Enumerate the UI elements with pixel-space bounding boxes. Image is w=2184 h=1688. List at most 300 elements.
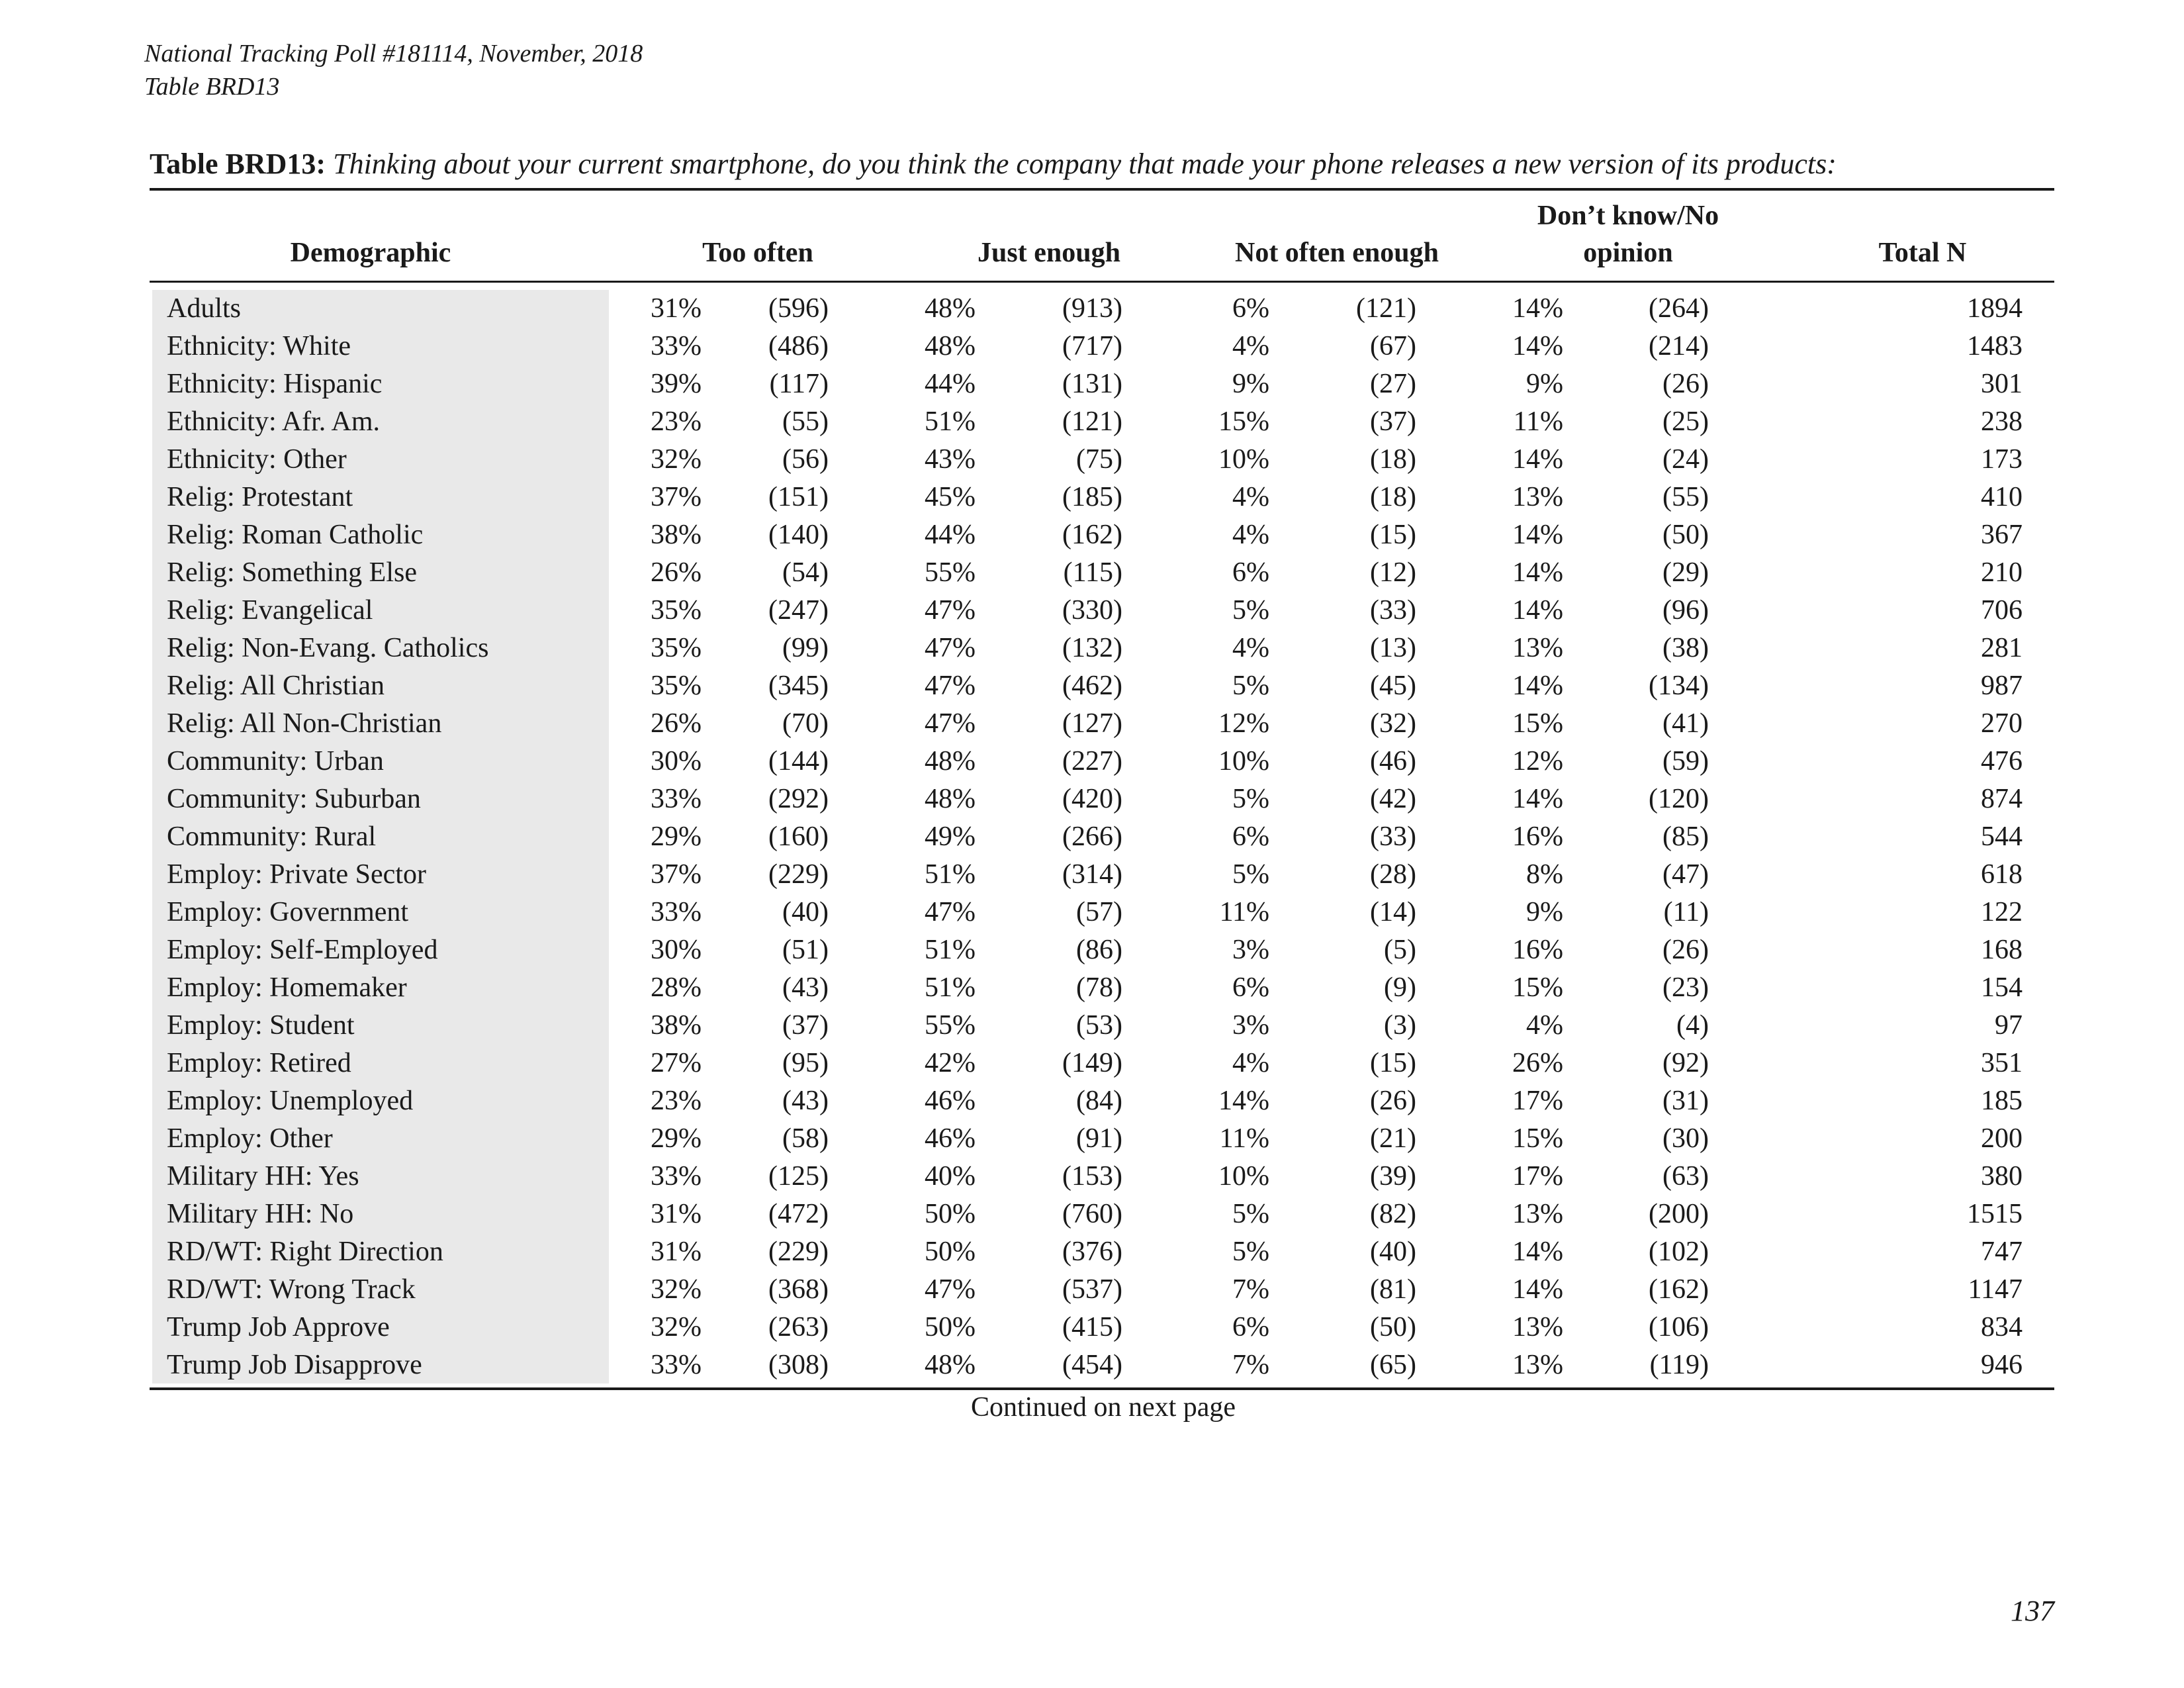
dont-know-percent: 14% [1512,331,1563,361]
dont-know-count: (11) [1663,897,1709,927]
just-enough-count: (376) [1062,1237,1122,1267]
total-n-cell: 1483 [1967,331,2023,361]
header-too-often: Too often [702,238,813,268]
demographic-cell: Relig: Something Else [167,557,417,588]
total-n-cell: 122 [1981,897,2023,927]
dont-know-count: (134) [1649,671,1709,701]
dont-know-percent: 14% [1512,784,1563,814]
total-n-cell: 946 [1981,1350,2023,1380]
demographic-cell: RD/WT: Wrong Track [167,1274,416,1305]
dont-know-percent: 17% [1512,1161,1563,1192]
not-often-enough-count: (81) [1370,1274,1416,1305]
demographic-cell: Adults [167,293,242,324]
not-often-enough-count: (67) [1370,331,1416,361]
dont-know-percent: 4% [1526,1010,1563,1041]
not-often-enough-count: (13) [1370,633,1416,663]
not-often-enough-count: (39) [1370,1161,1416,1192]
just-enough-percent: 42% [925,1048,976,1078]
dont-know-count: (102) [1649,1237,1709,1267]
not-often-enough-count: (65) [1370,1350,1416,1380]
table-row [0,1271,2184,1309]
total-n-cell: 1894 [1967,293,2023,324]
dont-know-percent: 9% [1526,369,1563,399]
demographic-cell: Employ: Homemaker [167,972,407,1003]
dont-know-percent: 13% [1512,1312,1563,1342]
just-enough-count: (149) [1062,1048,1122,1078]
not-often-enough-percent: 15% [1218,406,1269,437]
not-often-enough-count: (46) [1370,746,1416,776]
just-enough-count: (86) [1076,935,1122,965]
dont-know-percent: 11% [1513,406,1563,437]
not-often-enough-percent: 10% [1218,444,1269,475]
table-row [0,630,2184,667]
too-often-percent: 32% [651,444,702,475]
just-enough-percent: 51% [925,935,976,965]
too-often-percent: 26% [651,557,702,588]
too-often-count: (99) [782,633,829,663]
dont-know-count: (50) [1662,520,1709,550]
just-enough-count: (115) [1063,557,1122,588]
just-enough-percent: 47% [925,595,976,626]
not-often-enough-count: (45) [1370,671,1416,701]
table-row [0,1233,2184,1271]
not-often-enough-count: (40) [1370,1237,1416,1267]
just-enough-percent: 44% [925,520,976,550]
not-often-enough-percent: 6% [1232,557,1269,588]
demographic-cell: Employ: Government [167,897,409,927]
too-often-percent: 35% [651,671,702,701]
too-often-percent: 32% [651,1312,702,1342]
dont-know-count: (4) [1676,1010,1709,1041]
dont-know-count: (25) [1662,406,1709,437]
not-often-enough-percent: 4% [1232,520,1269,550]
running-head-poll: National Tracking Poll #181114, November, 2018 [144,40,643,68]
demographic-cell: Ethnicity: White [167,331,351,361]
just-enough-count: (760) [1062,1199,1122,1229]
just-enough-count: (127) [1062,708,1122,739]
just-enough-percent: 50% [925,1312,976,1342]
too-often-count: (40) [782,897,829,927]
dont-know-count: (41) [1662,708,1709,739]
dont-know-count: (30) [1662,1123,1709,1154]
just-enough-percent: 44% [925,369,976,399]
too-often-percent: 38% [651,520,702,550]
table-label: Table BRD13: [150,148,326,180]
not-often-enough-percent: 3% [1232,1010,1269,1041]
not-often-enough-percent: 11% [1219,1123,1269,1154]
not-often-enough-count: (32) [1370,708,1416,739]
not-often-enough-count: (121) [1356,293,1416,324]
dont-know-percent: 14% [1512,1237,1563,1267]
just-enough-percent: 46% [925,1123,976,1154]
dont-know-percent: 16% [1512,821,1563,852]
table-row [0,1120,2184,1158]
not-often-enough-percent: 4% [1232,1048,1269,1078]
too-often-percent: 33% [651,784,702,814]
too-often-percent: 35% [651,633,702,663]
dont-know-count: (214) [1649,331,1709,361]
demographic-cell: Employ: Private Sector [167,859,426,890]
dont-know-count: (31) [1662,1086,1709,1116]
table-header-rule [150,281,2054,283]
just-enough-percent: 55% [925,557,976,588]
demographic-cell: Trump Job Approve [167,1312,390,1342]
just-enough-percent: 51% [925,859,976,890]
total-n-cell: 380 [1981,1161,2023,1192]
just-enough-count: (185) [1062,482,1122,512]
total-n-cell: 410 [1981,482,2023,512]
just-enough-percent: 40% [925,1161,976,1192]
too-often-percent: 23% [651,1086,702,1116]
not-often-enough-percent: 14% [1218,1086,1269,1116]
not-often-enough-percent: 5% [1232,859,1269,890]
demographic-cell: Ethnicity: Hispanic [167,369,383,399]
too-often-count: (472) [768,1199,829,1229]
just-enough-count: (121) [1062,406,1122,437]
just-enough-count: (153) [1062,1161,1122,1192]
too-often-count: (292) [768,784,829,814]
table-row [0,479,2184,516]
total-n-cell: 987 [1981,671,2023,701]
table-row [0,1346,2184,1384]
not-often-enough-percent: 5% [1232,1199,1269,1229]
too-often-percent: 27% [651,1048,702,1078]
table-row [0,743,2184,780]
too-often-count: (125) [768,1161,829,1192]
not-often-enough-count: (18) [1370,444,1416,475]
too-often-count: (151) [768,482,829,512]
too-often-percent: 31% [651,1199,702,1229]
total-n-cell: 367 [1981,520,2023,550]
total-n-cell: 238 [1981,406,2023,437]
total-n-cell: 618 [1981,859,2023,890]
dont-know-count: (264) [1649,293,1709,324]
demographic-cell: RD/WT: Right Direction [167,1237,443,1267]
not-often-enough-percent: 6% [1232,821,1269,852]
table-row [0,516,2184,554]
table-row [0,1196,2184,1233]
dont-know-count: (29) [1662,557,1709,588]
too-often-count: (95) [782,1048,829,1078]
dont-know-percent: 13% [1512,633,1563,663]
just-enough-count: (57) [1076,897,1122,927]
just-enough-percent: 50% [925,1237,976,1267]
running-head-table: Table BRD13 [144,73,280,101]
demographic-cell: Military HH: Yes [167,1161,359,1192]
dont-know-percent: 15% [1512,1123,1563,1154]
just-enough-percent: 50% [925,1199,976,1229]
total-n-cell: 281 [1981,633,2023,663]
dont-know-count: (119) [1649,1350,1709,1380]
dont-know-count: (120) [1649,784,1709,814]
not-often-enough-count: (21) [1370,1123,1416,1154]
not-often-enough-count: (18) [1370,482,1416,512]
too-often-percent: 28% [651,972,702,1003]
header-total-n: Total N [1878,238,1967,268]
total-n-cell: 747 [1981,1237,2023,1267]
not-often-enough-count: (33) [1370,595,1416,626]
demographic-cell: Community: Suburban [167,784,421,814]
running-head [144,37,643,103]
header-just-enough: Just enough [978,238,1120,268]
just-enough-count: (717) [1062,331,1122,361]
too-often-percent: 37% [651,859,702,890]
header-demographic: Demographic [290,238,451,268]
dont-know-count: (24) [1662,444,1709,475]
just-enough-count: (132) [1062,633,1122,663]
table-row [0,856,2184,894]
just-enough-percent: 48% [925,746,976,776]
too-often-count: (144) [768,746,829,776]
table-row [0,592,2184,630]
too-often-count: (229) [768,1237,829,1267]
just-enough-count: (330) [1062,595,1122,626]
total-n-cell: 210 [1981,557,2023,588]
dont-know-percent: 14% [1512,520,1563,550]
dont-know-percent: 14% [1512,293,1563,324]
too-often-count: (58) [782,1123,829,1154]
too-often-percent: 39% [651,369,702,399]
table-top-rule [150,188,2054,191]
demographic-cell: Trump Job Disapprove [167,1350,422,1380]
just-enough-percent: 47% [925,1274,976,1305]
demographic-cell: Relig: All Christian [167,671,385,701]
just-enough-percent: 48% [925,293,976,324]
too-often-percent: 23% [651,406,702,437]
total-n-cell: 301 [1981,369,2023,399]
table-row [0,290,2184,328]
table-title [150,146,1837,183]
too-often-percent: 26% [651,708,702,739]
dont-know-count: (63) [1662,1161,1709,1192]
total-n-cell: 185 [1981,1086,2023,1116]
dont-know-count: (200) [1649,1199,1709,1229]
dont-know-count: (47) [1662,859,1709,890]
dont-know-percent: 14% [1512,595,1563,626]
total-n-cell: 874 [1981,784,2023,814]
too-often-count: (54) [782,557,829,588]
table-row [0,1309,2184,1346]
too-often-count: (117) [769,369,829,399]
too-often-count: (37) [782,1010,829,1041]
just-enough-percent: 46% [925,1086,976,1116]
demographic-cell: Ethnicity: Afr. Am. [167,406,380,437]
too-often-count: (43) [782,1086,829,1116]
table-row [0,931,2184,969]
too-often-percent: 33% [651,897,702,927]
too-often-count: (263) [768,1312,829,1342]
just-enough-count: (78) [1076,972,1122,1003]
total-n-cell: 1147 [1968,1274,2023,1305]
too-often-percent: 33% [651,1161,702,1192]
dont-know-percent: 15% [1512,972,1563,1003]
just-enough-count: (227) [1062,746,1122,776]
not-often-enough-count: (82) [1370,1199,1416,1229]
too-often-count: (596) [768,293,829,324]
too-often-count: (55) [782,406,829,437]
dont-know-count: (92) [1662,1048,1709,1078]
total-n-cell: 1515 [1967,1199,2023,1229]
just-enough-count: (415) [1062,1312,1122,1342]
dont-know-count: (55) [1662,482,1709,512]
dont-know-percent: 26% [1512,1048,1563,1078]
header-dont-know: Don’t know/No opinion [1537,201,1719,268]
just-enough-percent: 47% [925,708,976,739]
page-number: 137 [2011,1595,2054,1627]
dont-know-count: (85) [1662,821,1709,852]
just-enough-percent: 47% [925,633,976,663]
not-often-enough-count: (3) [1384,1010,1416,1041]
too-often-count: (56) [782,444,829,475]
not-often-enough-count: (15) [1370,520,1416,550]
dont-know-percent: 14% [1512,1274,1563,1305]
just-enough-percent: 51% [925,972,976,1003]
too-often-percent: 31% [651,1237,702,1267]
not-often-enough-percent: 10% [1218,746,1269,776]
just-enough-percent: 48% [925,784,976,814]
table-row [0,1082,2184,1120]
not-often-enough-count: (9) [1384,972,1416,1003]
not-often-enough-percent: 5% [1232,671,1269,701]
dont-know-percent: 13% [1512,482,1563,512]
too-often-count: (229) [768,859,829,890]
dont-know-percent: 13% [1512,1199,1563,1229]
too-often-percent: 37% [651,482,702,512]
not-often-enough-percent: 4% [1232,633,1269,663]
not-often-enough-percent: 6% [1232,1312,1269,1342]
too-often-count: (140) [768,520,829,550]
just-enough-count: (314) [1062,859,1122,890]
too-often-count: (345) [768,671,829,701]
total-n-cell: 706 [1981,595,2023,626]
total-n-cell: 154 [1981,972,2023,1003]
too-often-percent: 31% [651,293,702,324]
demographic-cell: Ethnicity: Other [167,444,347,475]
too-often-count: (486) [768,331,829,361]
total-n-cell: 544 [1981,821,2023,852]
demographic-cell: Community: Urban [167,746,384,776]
total-n-cell: 97 [1995,1010,2023,1041]
just-enough-count: (162) [1062,520,1122,550]
dont-know-percent: 8% [1526,859,1563,890]
too-often-count: (160) [768,821,829,852]
just-enough-percent: 47% [925,897,976,927]
table-row [0,441,2184,479]
continued-note: Continued on next page [970,1392,1236,1423]
just-enough-percent: 48% [925,331,976,361]
table-row [0,365,2184,403]
table-row [0,554,2184,592]
not-often-enough-count: (28) [1370,859,1416,890]
not-often-enough-count: (50) [1370,1312,1416,1342]
dont-know-count: (26) [1662,369,1709,399]
dont-know-percent: 16% [1512,935,1563,965]
too-often-percent: 30% [651,935,702,965]
not-often-enough-count: (33) [1370,821,1416,852]
total-n-cell: 834 [1981,1312,2023,1342]
not-often-enough-count: (27) [1370,369,1416,399]
dont-know-count: (106) [1649,1312,1709,1342]
not-often-enough-percent: 11% [1219,897,1269,927]
just-enough-count: (53) [1076,1010,1122,1041]
table-row [0,894,2184,931]
table-row [0,667,2184,705]
not-often-enough-percent: 12% [1218,708,1269,739]
total-n-cell: 173 [1981,444,2023,475]
dont-know-count: (26) [1662,935,1709,965]
not-often-enough-count: (5) [1384,935,1416,965]
dont-know-percent: 14% [1512,557,1563,588]
not-often-enough-percent: 3% [1232,935,1269,965]
table-row [0,328,2184,365]
table-row [0,705,2184,743]
too-often-percent: 32% [651,1274,702,1305]
just-enough-count: (91) [1076,1123,1122,1154]
too-often-count: (247) [768,595,829,626]
not-often-enough-percent: 10% [1218,1161,1269,1192]
too-often-percent: 35% [651,595,702,626]
table-row [0,1045,2184,1082]
just-enough-percent: 49% [925,821,976,852]
not-often-enough-count: (37) [1370,406,1416,437]
dont-know-percent: 9% [1526,897,1563,927]
not-often-enough-count: (42) [1370,784,1416,814]
total-n-cell: 168 [1981,935,2023,965]
not-often-enough-percent: 5% [1232,595,1269,626]
dont-know-percent: 14% [1512,671,1563,701]
dont-know-percent: 17% [1512,1086,1563,1116]
too-often-count: (70) [782,708,829,739]
demographic-cell: Relig: Evangelical [167,595,373,626]
just-enough-count: (913) [1062,293,1122,324]
just-enough-count: (462) [1062,671,1122,701]
demographic-cell: Employ: Other [167,1123,333,1154]
too-often-percent: 38% [651,1010,702,1041]
not-often-enough-count: (26) [1370,1086,1416,1116]
table-row [0,1007,2184,1045]
dont-know-count: (162) [1649,1274,1709,1305]
dont-know-count: (96) [1662,595,1709,626]
total-n-cell: 476 [1981,746,2023,776]
just-enough-count: (75) [1076,444,1122,475]
dont-know-count: (23) [1662,972,1709,1003]
demographic-cell: Employ: Self-Employed [167,935,438,965]
just-enough-count: (537) [1062,1274,1122,1305]
dont-know-percent: 15% [1512,708,1563,739]
demographic-cell: Relig: Protestant [167,482,353,512]
just-enough-count: (131) [1062,369,1122,399]
not-often-enough-percent: 6% [1232,972,1269,1003]
not-often-enough-count: (14) [1370,897,1416,927]
dont-know-percent: 14% [1512,444,1563,475]
table-row [0,780,2184,818]
demographic-cell: Military HH: No [167,1199,354,1229]
too-often-count: (368) [768,1274,829,1305]
table-row [0,403,2184,441]
dont-know-count: (38) [1662,633,1709,663]
too-often-count: (51) [782,935,829,965]
just-enough-percent: 51% [925,406,976,437]
not-often-enough-count: (12) [1370,557,1416,588]
header-not-often-enough: Not often enough [1234,238,1439,268]
not-often-enough-percent: 4% [1232,331,1269,361]
demographic-cell: Relig: All Non-Christian [167,708,442,739]
too-often-percent: 29% [651,821,702,852]
total-n-cell: 270 [1981,708,2023,739]
table-row [0,1158,2184,1196]
not-often-enough-percent: 4% [1232,482,1269,512]
demographic-cell: Relig: Roman Catholic [167,520,424,550]
